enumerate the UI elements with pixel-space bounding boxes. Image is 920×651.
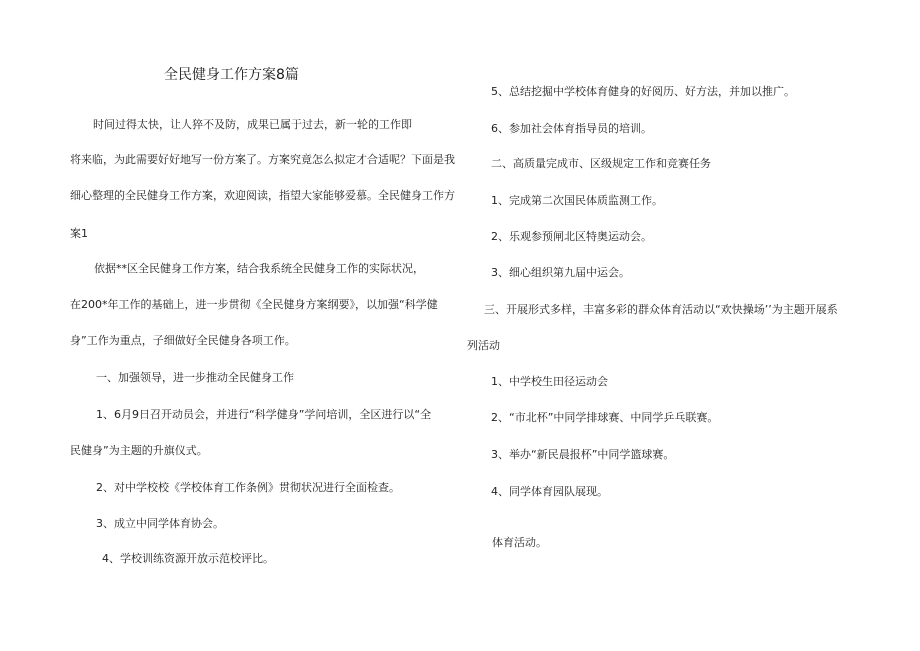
right-line-13: 体育活动。 (492, 536, 547, 549)
left-line-7: 身”工作为重点，子细做好全民健身各项工作。 (70, 334, 296, 347)
left-line-13: 4、学校训练资源开放示范校评比。 (102, 552, 274, 565)
left-line-12: 3、成立中同学体育协会。 (96, 517, 224, 530)
right-line-10: 2、“市北杯”中同学排球赛、中同学乒乓联赛。 (491, 411, 719, 424)
left-line-5: 依据**区全民健身工作方案，结合我系统全民健身工作的实际状况， (94, 262, 424, 275)
left-line-2: 将来临，为此需要好好地写一份方案了。方案究竟怎么拟定才合适呢？下面是我 (70, 153, 455, 166)
right-line-12: 4、同学体育园队展现。 (491, 485, 608, 498)
left-line-6: 在200*年工作的基础上，进一步贯彻《全民健身方案纲要》，以加强“科学健 (70, 298, 438, 311)
left-line-4: 案1 (70, 227, 88, 240)
right-line-6: 3、细心组织第九届中运会。 (491, 266, 630, 279)
right-line-7: 三、开展形式多样，丰富多彩的群众体育活动以“欢快操场’’为主题开展系 (484, 303, 838, 316)
document-title: 全民健身工作方案8篇 (164, 67, 299, 83)
left-line-8: 一、加强领导，进一步推动全民健身工作 (96, 371, 294, 384)
right-line-11: 3、举办“新民晨报杯”中同学篮球赛。 (491, 448, 675, 461)
left-line-1: 时间过得太快，让人猝不及防，成果已属于过去，新一轮的工作即 (93, 118, 412, 131)
right-line-3: 二、高质量完成市、区级规定工作和竞赛任务 (491, 157, 711, 170)
left-line-3: 细心整理的全民健身工作方案，欢迎阅读，指望大家能够爱慕。全民健身工作方 (70, 189, 455, 202)
left-line-10: 民健身”为主题的升旗仪式。 (70, 444, 208, 457)
right-line-4: 1、完成第二次国民体质监测工作。 (491, 194, 663, 207)
left-line-11: 2、对中学校校《学校体育工作条例》贯彻状况进行全面检查。 (96, 481, 400, 494)
right-line-8: 列活动 (467, 339, 500, 352)
right-line-2: 6、参加社会体育指导员的培训。 (491, 122, 652, 135)
right-line-1: 5、总结挖掘中学校体育健身的好阅历、好方法，并加以推广。 (491, 85, 795, 98)
right-line-9: 1、中学校生田径运动会 (491, 375, 608, 388)
left-line-9: 1、6月9日召开动员会，并进行“科学健身”学问培训，全区进行以“全 (96, 408, 432, 421)
right-line-5: 2、乐观参预闸北区特奥运动会。 (491, 230, 652, 243)
